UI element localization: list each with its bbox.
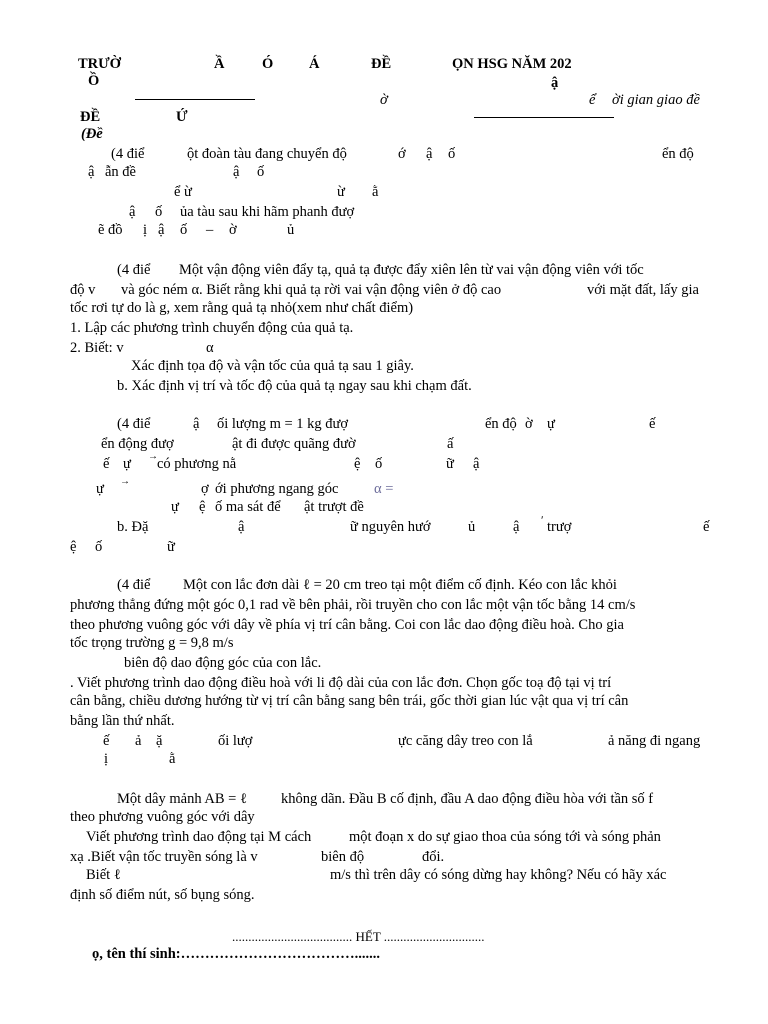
q4-text: theo phương vuông góc với dây về phía vị trí cân bằng. Coi con lắc dao động điều hoà. Cho gia — [70, 617, 624, 633]
q4-text: ị — [104, 751, 109, 767]
q3-text: ật đi được quãng đườ — [232, 436, 356, 452]
q4-text: biên độ dao động góc của con lắc. — [124, 655, 322, 671]
header-right-line2: ậ — [551, 75, 559, 91]
q3-text: ữ nguyên hướ — [350, 519, 431, 535]
q3-text: trượ — [547, 519, 572, 535]
q1-text: ủa tàu sau khi hãm phanh đượ — [180, 204, 355, 220]
q3-text: ệ — [70, 539, 77, 555]
q2-text: và góc ném α. Biết rằng khi quả tạ rời vai vận động viên ở độ cao — [121, 282, 502, 298]
q2-text: độ v — [70, 282, 96, 298]
q1-text: ừ — [337, 184, 345, 200]
q3-text: ấ — [447, 436, 454, 452]
force-vector-arrow: → — [148, 451, 158, 462]
q1-text: ố — [257, 164, 265, 180]
q4-text: ả — [135, 733, 142, 749]
q2-text: 1. Lập các phương trình chuyển động của quả tạ. — [70, 320, 354, 336]
q4-text: ặ — [156, 733, 163, 749]
q3-text: ữ — [446, 456, 454, 472]
header-exam-word: ĐỀ — [371, 56, 392, 72]
time-note: ời gian giao đề — [612, 92, 700, 108]
q4-text: . Viết phương trình dao động điều hoà với li độ dài của con lắc đơn. Chọn gốc toạ độ tại vị trí — [70, 675, 612, 691]
q4-text: ả năng đi ngang — [608, 733, 701, 749]
q5-text: không dãn. Đầu B cố định, đầu A dao động điều hòa với tần số f — [281, 791, 654, 807]
force-vector-arrow: → — [120, 476, 130, 487]
q3-text: ệ — [354, 456, 361, 472]
q3-text: ự — [171, 499, 179, 515]
q4-text: (4 điể — [117, 577, 151, 593]
q3-text: ển động đượ — [101, 436, 174, 452]
q2-text: Một vận động viên đẩy tạ, quả tạ được đẩy xiên lên từ vai vận động viên với tốc — [179, 262, 644, 278]
q1-text: ể ừ — [174, 184, 192, 200]
q3-text: ự — [96, 481, 104, 497]
q3-text: ậ — [238, 519, 245, 535]
q3-text: ậ — [193, 416, 200, 432]
q5-text: Viết phương trình dao động tại M cách — [86, 829, 312, 845]
q1-text: ển độ — [662, 146, 694, 162]
q3-text: ợ — [201, 481, 209, 497]
q4-text: bằng lần thứ nhất. — [70, 713, 175, 729]
q3-text: ữ — [167, 539, 175, 555]
q2-text: tốc rơi tự do là g, xem rằng quả tạ nhỏ(xem như chất điểm) — [70, 300, 414, 316]
q1-text: ằ — [372, 184, 379, 200]
q3-text: ệ — [199, 499, 206, 515]
candidate-name-field: ọ, tên thí sinh:………………………………....... — [92, 946, 381, 962]
q3-text: ế — [649, 416, 656, 432]
q3-text: b. Đặ — [117, 519, 149, 535]
q1-text: ủ — [287, 222, 295, 238]
q1-text: ố — [155, 204, 163, 220]
header-school: TRƯỜ — [78, 56, 121, 72]
q4-text: cân bằng, chiều dương hướng từ vị trí cân bằng sang bên trái, gốc thời gian lúc vật qua vị trí cân — [70, 693, 629, 709]
q2-text: b. Xác định vị trí và tốc độ của quả tạ ngay sau khi chạm đất. — [117, 378, 472, 394]
header-rule-left — [135, 99, 255, 100]
q1-text: ậ — [158, 222, 165, 238]
q1-text: ậ — [88, 164, 95, 180]
q4-text: ế — [103, 733, 110, 749]
doc-label: Ứ — [176, 109, 188, 125]
q1-text: – — [206, 222, 214, 238]
q5-text: xạ .Biết vận tốc truyền sóng là v — [70, 849, 258, 865]
q1-text: ẫn đề — [105, 164, 136, 180]
q1-text: ậ — [129, 204, 136, 220]
q3-text: ự — [547, 416, 555, 432]
q5-text: Biết ℓ — [86, 867, 121, 883]
q5-text: theo phương vuông góc với dây — [70, 809, 255, 825]
q5-text: một đoạn x do sự giao thoa của sóng tới và sóng phản — [349, 829, 661, 845]
q3-text: ển độ — [485, 416, 517, 432]
q1-text: ớ — [398, 146, 406, 162]
q3-text: ố ma sát để — [215, 499, 281, 515]
header-school-line2: Ồ — [88, 73, 100, 89]
q4-text: ối lượ — [218, 733, 253, 749]
q3-text: ủ — [468, 519, 476, 535]
q4-text: ằ — [169, 751, 176, 767]
q4-text: tốc trọng trường g = 9,8 m/s — [70, 635, 234, 651]
q2-text: (4 điể — [117, 262, 151, 278]
q1-text: ố — [180, 222, 188, 238]
q1-text: (4 điể — [111, 146, 145, 162]
q3-text: ậ — [473, 456, 480, 472]
q2-text: α — [206, 340, 214, 356]
q1-text: ậ — [426, 146, 433, 162]
time-label: ể — [589, 92, 596, 108]
q3-text: ố — [375, 456, 383, 472]
q4-text: ực căng dây treo con lắ — [398, 733, 533, 749]
q5-text: m/s thì trên dây có sóng dừng hay không? Nếu có hãy xác — [330, 867, 667, 883]
q5-text: định số điểm nút, số bụng sóng. — [70, 887, 255, 903]
doc-label: ĐỀ — [80, 109, 101, 125]
q3-text: ậ — [513, 519, 520, 535]
header-school-part: Ầ — [214, 56, 225, 72]
header-school-part: Á — [309, 56, 320, 72]
time-label: ờ — [380, 92, 388, 108]
header-school-part: Ó — [262, 56, 274, 72]
q3-text: ố — [95, 539, 103, 555]
q3-text: (4 điể — [117, 416, 151, 432]
q4-text: phương thẳng đứng một góc 0,1 rad về bên phải, rồi truyền cho con lắc một vận tốc bằng 14 cm/s — [70, 597, 636, 613]
q3-text: ối lượng m = 1 kg đượ — [217, 416, 349, 432]
q3-text: có phương nằ — [157, 456, 237, 472]
q2-text: Xác định tọa độ và vận tốc của quả tạ sau 1 giây. — [131, 358, 414, 374]
exam-title: ỌN HSG NĂM 202 — [452, 56, 572, 72]
q3-text: ế — [703, 519, 710, 535]
q1-text: ẽ đồ — [98, 222, 123, 238]
q3-text: ật trượt đề — [304, 499, 364, 515]
q4-text: Một con lắc đơn dài ℓ = 20 cm treo tại một điểm cố định. Kéo con lắc khỏi — [183, 577, 617, 593]
q5-text: biên độ — [321, 849, 365, 865]
q3-text: α = — [374, 481, 394, 497]
q3-text: ới phương ngang góc — [215, 481, 339, 497]
q1-text: ố — [448, 146, 456, 162]
q1-text: ột đoàn tàu đang chuyển độ — [187, 146, 347, 162]
q5-text: đổi. — [422, 849, 445, 865]
q5-text: Một dây mảnh AB = ℓ — [117, 791, 247, 807]
end-marker: ..................................... HẾT ............................... — [232, 929, 485, 944]
q3-text: ʹ — [541, 513, 544, 527]
q1-text: ậ — [233, 164, 240, 180]
q1-text: ờ — [229, 222, 237, 238]
q2-text: với mặt đất, lấy gia — [587, 282, 699, 298]
q1-text: ị — [143, 222, 148, 238]
q3-text: ự — [123, 456, 131, 472]
header-rule-right — [474, 117, 614, 118]
doc-note: (Đề — [81, 126, 103, 142]
q3-text: ế — [103, 456, 110, 472]
q3-text: ờ — [525, 416, 533, 432]
q2-text: 2. Biết: v — [70, 340, 124, 356]
